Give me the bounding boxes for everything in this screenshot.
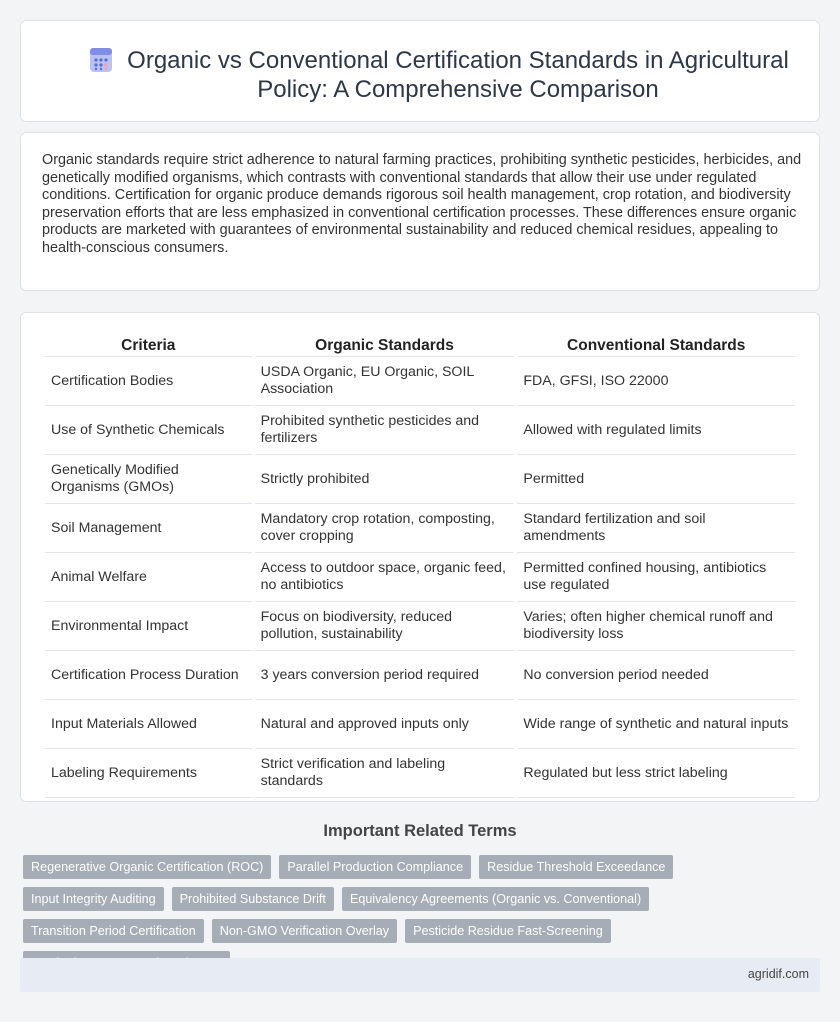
conventional-cell: Standard fertilization and soil amendments bbox=[517, 504, 795, 553]
organic-cell: 3 years conversion period required bbox=[255, 651, 515, 700]
related-term-tag[interactable]: Prohibited Substance Drift bbox=[172, 887, 334, 911]
related-terms-list bbox=[23, 855, 803, 975]
related-terms-title: Important Related Terms bbox=[323, 822, 517, 840]
related-term-tag[interactable]: Non-GMO Verification Overlay bbox=[212, 919, 397, 943]
conventional-cell: FDA, GFSI, ISO 22000 bbox=[517, 357, 795, 406]
criteria-cell: Certification Process Duration bbox=[45, 651, 252, 700]
conventional-cell: Allowed with regulated limits bbox=[517, 406, 795, 455]
conventional-cell: Varies; often higher chemical runoff and biodiversity loss bbox=[517, 602, 795, 651]
related-term-tag[interactable]: Pesticide Residue Fast-Screening bbox=[405, 919, 611, 943]
organic-cell: Prohibited synthetic pesticides and fertilizers bbox=[255, 406, 515, 455]
organic-cell: Strictly prohibited bbox=[255, 455, 515, 504]
criteria-cell: Use of Synthetic Chemicals bbox=[45, 406, 252, 455]
conventional-cell: Permitted bbox=[517, 455, 795, 504]
criteria-cell: Animal Welfare bbox=[45, 553, 252, 602]
table-header-row bbox=[45, 335, 795, 357]
related-term-tag[interactable]: Input Integrity Auditing bbox=[23, 887, 164, 911]
calculator-icon bbox=[87, 46, 115, 74]
organic-cell: USDA Organic, EU Organic, SOIL Association bbox=[255, 357, 515, 406]
criteria-cell: Labeling Requirements bbox=[45, 749, 252, 798]
criteria-cell: Certification Bodies bbox=[45, 357, 252, 406]
table-row bbox=[45, 749, 795, 798]
related-term-tag[interactable]: Regenerative Organic Certification (ROC) bbox=[23, 855, 271, 879]
organic-cell: Strict verification and labeling standards bbox=[255, 749, 515, 798]
related-term-tag[interactable]: Parallel Production Compliance bbox=[279, 855, 471, 879]
table-row bbox=[45, 504, 795, 553]
header-card bbox=[20, 20, 820, 122]
comparison-table bbox=[42, 335, 798, 798]
column-header-criteria: Criteria bbox=[45, 335, 252, 357]
intro-card bbox=[20, 132, 820, 291]
table-row bbox=[45, 700, 795, 749]
column-header-conventional: Conventional Standards bbox=[517, 335, 795, 357]
table-row bbox=[45, 553, 795, 602]
organic-cell: Natural and approved inputs only bbox=[255, 700, 515, 749]
organic-cell: Access to outdoor space, organic feed, no antibiotics bbox=[255, 553, 515, 602]
criteria-cell: Genetically Modified Organisms (GMOs) bbox=[45, 455, 252, 504]
table-row bbox=[45, 455, 795, 504]
conventional-cell: Permitted confined housing, antibiotics use regulated bbox=[517, 553, 795, 602]
comparison-table-card bbox=[20, 312, 820, 802]
conventional-cell: No conversion period needed bbox=[517, 651, 795, 700]
related-term-tag[interactable]: Residue Threshold Exceedance bbox=[479, 855, 673, 879]
conventional-cell: Wide range of synthetic and natural inputs bbox=[517, 700, 795, 749]
criteria-cell: Soil Management bbox=[45, 504, 252, 553]
organic-cell: Focus on biodiversity, reduced pollution, sustainability bbox=[255, 602, 515, 651]
related-term-tag[interactable]: Equivalency Agreements (Organic vs. Conventional) bbox=[342, 887, 649, 911]
organic-cell: Mandatory crop rotation, composting, cover cropping bbox=[255, 504, 515, 553]
column-header-organic: Organic Standards bbox=[255, 335, 515, 357]
footer-site-link[interactable]: agridif.com bbox=[747, 967, 809, 981]
criteria-cell: Input Materials Allowed bbox=[45, 700, 252, 749]
table-row bbox=[45, 602, 795, 651]
criteria-cell: Environmental Impact bbox=[45, 602, 252, 651]
intro-paragraph: Organic standards require strict adherence to natural farming practices, prohibiting synthetic pesticides, herbicides, and genetically modified organisms, which contrasts with conventional standards that allow their use under regulated conditions. Certification for organic produce demands rigorous soil health management, crop rotation, and biodiversity preservation efforts that are less emphasized in conventional certification processes. These differences ensure organic products are marketed with guarantees of environmental sustainability and reduced chemical residues, appealing to health-conscious consumers. bbox=[42, 152, 802, 256]
conventional-cell: Regulated but less strict labeling bbox=[517, 749, 795, 798]
page-title: Organic vs Conventional Certification Standards in Agricultural Policy: A Comprehensive Comparison bbox=[127, 47, 789, 103]
table-row bbox=[45, 357, 795, 406]
footer bbox=[20, 958, 820, 992]
related-term-tag[interactable]: Transition Period Certification bbox=[23, 919, 204, 943]
table-row bbox=[45, 406, 795, 455]
table-row bbox=[45, 651, 795, 700]
